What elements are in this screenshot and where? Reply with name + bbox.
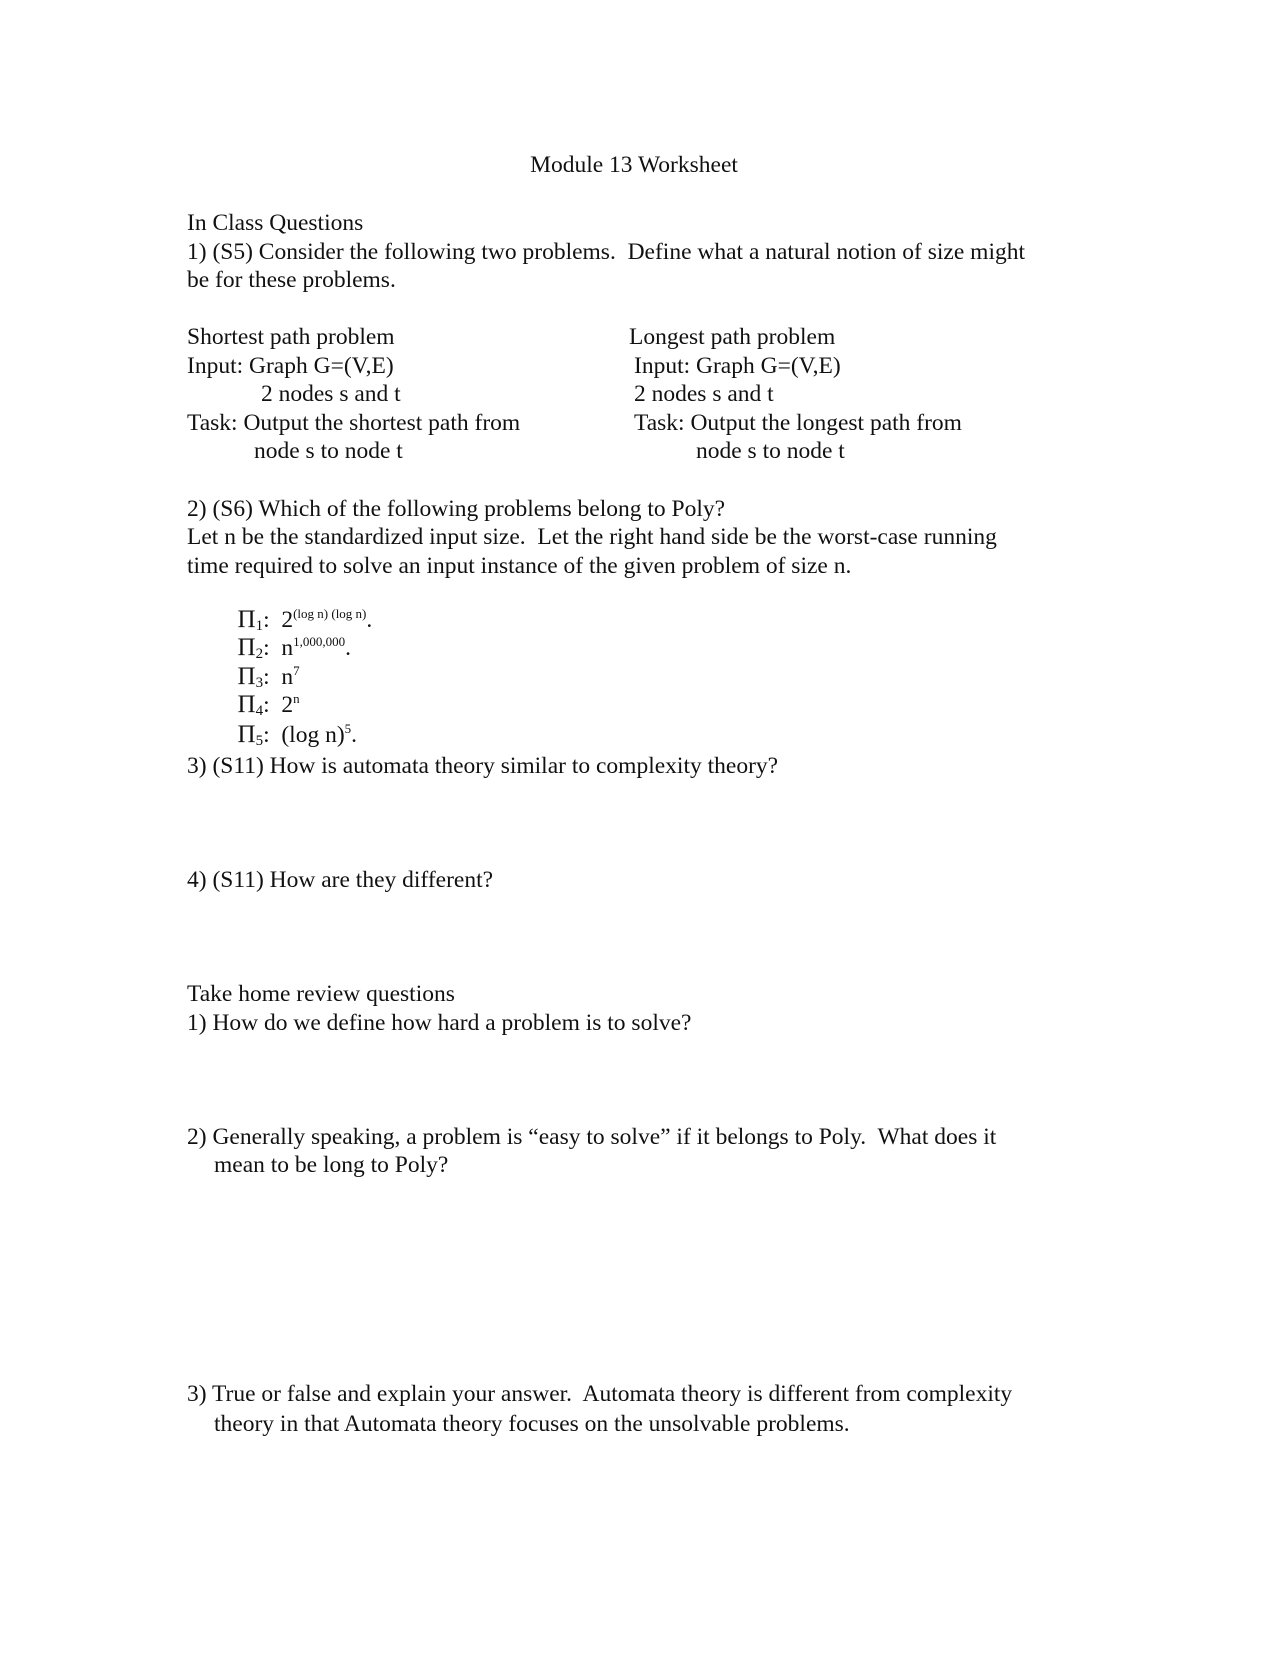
longest-path-input: Input: Graph G=(V,E) (634, 353, 841, 379)
longest-path-input-nodes: 2 nodes s and t (634, 381, 774, 407)
exponent: 5 (344, 720, 352, 736)
take-home-q3-line2: theory in that Automata theory focuses on the unsolvable problems. (214, 1411, 850, 1437)
suffix: . (351, 721, 358, 748)
shortest-path-input: Input: Graph G=(V,E) (187, 353, 394, 379)
pi-symbol: Π (237, 662, 256, 690)
exponent: 7 (293, 662, 300, 678)
pi-symbol: Π (237, 690, 256, 718)
in-class-q2-line3: time required to solve an input instance of the given problem of size n. (187, 553, 852, 579)
base: 2 (281, 691, 294, 718)
shortest-path-input-nodes: 2 nodes s and t (261, 381, 401, 407)
pi-index: 5 (255, 732, 264, 749)
suffix: . (345, 634, 351, 661)
pi-index: 3 (255, 674, 264, 691)
problem-pi-1: $\Pi_1$: $2^{(log n) (log n)}$. (237, 605, 373, 634)
in-class-heading: In Class Questions (187, 210, 364, 236)
take-home-q1: 1) How do we define how hard a problem is to solve? (187, 1010, 692, 1036)
in-class-q3: 3) (S11) How is automata theory similar to complexity theory? (187, 753, 779, 779)
problem-pi-4: $\Pi_4$: 2$^n$ (237, 690, 300, 719)
pi-index: 1 (255, 617, 264, 634)
shortest-path-task-cont: node s to node t (254, 438, 403, 464)
longest-path-task-cont: node s to node t (696, 438, 845, 464)
page-title: Module 13 Worksheet (530, 152, 738, 178)
problem-pi-3: $\Pi_3$: $n^7$ (237, 662, 300, 691)
shortest-path-title: Shortest path problem (187, 324, 395, 350)
pi-index: 4 (255, 702, 264, 719)
base: n (281, 634, 294, 661)
pi-symbol: Π (237, 720, 256, 748)
base: n (281, 663, 294, 690)
pi-index: 2 (255, 645, 264, 662)
take-home-q3-line1: 3) True or false and explain your answer. Automata theory is different from complexity (187, 1381, 1013, 1407)
problem-pi-2: $\Pi_2$: $n^{1,000,000}$. (237, 633, 351, 662)
base: 2 (281, 606, 294, 633)
in-class-q1-line2: be for these problems. (187, 267, 396, 293)
base: (log n) (281, 721, 345, 748)
pi-symbol: Π (237, 605, 256, 633)
exponent: (log n) (log n) (293, 605, 367, 621)
longest-path-title: Longest path problem (629, 324, 836, 350)
in-class-q2-line2: Let n be the standardized input size. Let the right hand side be the worst-case running (187, 524, 997, 550)
in-class-q1-line1: 1) (S5) Consider the following two problems. Define what a natural notion of size might (187, 239, 1026, 265)
in-class-q4: 4) (S11) How are they different? (187, 867, 494, 893)
shortest-path-task: Task: Output the shortest path from (187, 410, 521, 436)
exponent: 1,000,000 (293, 633, 346, 649)
problem-pi-5: $\Pi_5$: (log n)$^5$. (237, 720, 358, 749)
take-home-q2-line2: mean to be long to Poly? (214, 1152, 449, 1178)
suffix: . (366, 606, 373, 633)
take-home-heading: Take home review questions (187, 981, 455, 1007)
longest-path-task: Task: Output the longest path from (634, 410, 962, 436)
in-class-q2-line1: 2) (S6) Which of the following problems belong to Poly? (187, 496, 726, 522)
take-home-q2-line1: 2) Generally speaking, a problem is “easy to solve” if it belongs to Poly. What does it (187, 1124, 997, 1150)
exponent: n (293, 690, 300, 706)
pi-symbol: Π (237, 633, 256, 661)
